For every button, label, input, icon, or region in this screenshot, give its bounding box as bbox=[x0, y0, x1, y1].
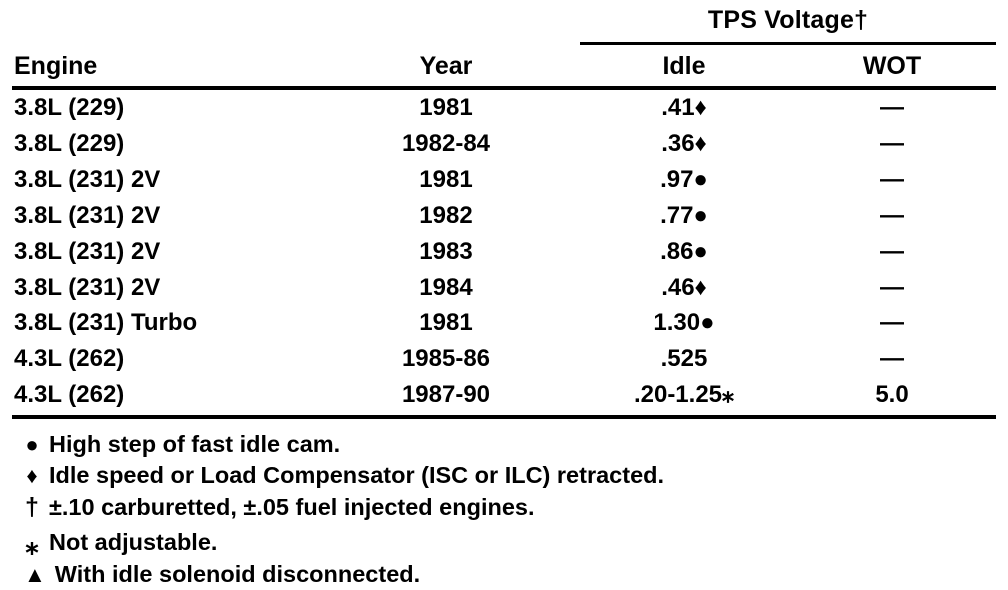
cell-year: 1981 bbox=[419, 309, 473, 337]
bullet-triangle-icon: ▲ bbox=[24, 561, 46, 587]
cell-year: 1982-84 bbox=[401, 129, 491, 157]
cell-idle: .86● bbox=[660, 237, 708, 265]
footnote-item bbox=[24, 491, 996, 524]
footnote-item bbox=[24, 524, 996, 561]
table-row bbox=[12, 270, 996, 306]
cell-engine: 3.8L (231) Turbo bbox=[14, 309, 198, 337]
table-header bbox=[12, 0, 996, 88]
footnote-item bbox=[24, 460, 996, 491]
table-row bbox=[12, 88, 996, 126]
table-row bbox=[12, 162, 996, 198]
cell-wot: — bbox=[880, 94, 904, 121]
table-row bbox=[12, 377, 996, 417]
cell-idle: .77● bbox=[660, 201, 708, 229]
cell-wot: — bbox=[880, 237, 904, 265]
cell-engine: 3.8L (231) 2V bbox=[14, 273, 161, 301]
cell-idle: .525 bbox=[660, 345, 708, 373]
cell-year: 1984 bbox=[419, 273, 473, 301]
footnote-text: Idle speed or Load Compensator (ISC or ILC) retracted. bbox=[49, 462, 665, 489]
cell-idle: .46♦ bbox=[661, 273, 707, 301]
cell-wot: — bbox=[880, 345, 904, 373]
table-body bbox=[12, 88, 996, 417]
column-header-engine: Engine bbox=[14, 52, 98, 80]
cell-idle: .36♦ bbox=[661, 129, 707, 157]
table-row bbox=[12, 305, 996, 341]
cell-year: 1982 bbox=[419, 201, 473, 229]
cell-idle: .97● bbox=[660, 165, 708, 193]
cell-engine: 3.8L (231) 2V bbox=[14, 201, 161, 229]
footnotes bbox=[24, 429, 996, 589]
tps-voltage-table bbox=[12, 0, 996, 419]
group-header-spacer-year bbox=[312, 0, 580, 42]
cell-idle: 1.30● bbox=[653, 309, 715, 337]
footnote-item bbox=[24, 559, 996, 590]
table-row bbox=[12, 234, 996, 270]
cell-wot: — bbox=[880, 273, 904, 301]
group-header-row bbox=[12, 0, 996, 42]
column-header-wot: WOT bbox=[862, 52, 922, 80]
footnote-text: Not adjustable. bbox=[49, 529, 218, 556]
footnote-text: ±.10 carburetted, ±.05 fuel injected engines. bbox=[49, 494, 535, 521]
column-header-idle: Idle bbox=[662, 52, 706, 80]
cell-engine: 4.3L (262) bbox=[14, 345, 125, 373]
cell-year: 1987-90 bbox=[312, 377, 580, 417]
footnote-text: With idle solenoid disconnected. bbox=[54, 560, 421, 587]
group-header-spacer-engine bbox=[12, 0, 312, 42]
cell-engine: 3.8L (231) 2V bbox=[14, 237, 161, 265]
column-header-row bbox=[12, 44, 996, 87]
table-row bbox=[12, 341, 996, 377]
cell-year: 1981 bbox=[419, 165, 473, 193]
table-row bbox=[12, 126, 996, 162]
cell-wot: — bbox=[880, 129, 904, 157]
cell-engine: 3.8L (231) 2V bbox=[14, 165, 161, 193]
cell-wot: — bbox=[880, 309, 904, 337]
column-header-year: Year bbox=[419, 52, 473, 80]
cell-year: 1983 bbox=[419, 237, 473, 265]
bullet-circle-icon: ● bbox=[25, 432, 39, 458]
group-header-tps-voltage: TPS Voltage† bbox=[707, 6, 869, 34]
cell-wot: — bbox=[880, 165, 904, 193]
cell-engine: 3.8L (229) bbox=[14, 94, 125, 121]
cell-idle: .41♦ bbox=[661, 94, 707, 121]
cell-wot: — bbox=[880, 201, 904, 229]
cell-year: 1985-86 bbox=[401, 345, 491, 373]
cell-engine: 3.8L (229) bbox=[14, 129, 125, 157]
cell-year: 1981 bbox=[419, 94, 473, 121]
cell-engine: 4.3L (262) bbox=[12, 377, 312, 417]
dagger-icon: † bbox=[25, 493, 39, 522]
table-row bbox=[12, 198, 996, 234]
cell-wot: 5.0 bbox=[788, 377, 996, 417]
asterisk-icon: ⁎ bbox=[25, 530, 39, 561]
cell-idle: .20-1.25⁎ bbox=[580, 377, 788, 417]
bullet-diamond-icon: ♦ bbox=[26, 463, 38, 489]
footnote-text: High step of fast idle cam. bbox=[49, 431, 341, 458]
footnote-item bbox=[24, 429, 996, 460]
